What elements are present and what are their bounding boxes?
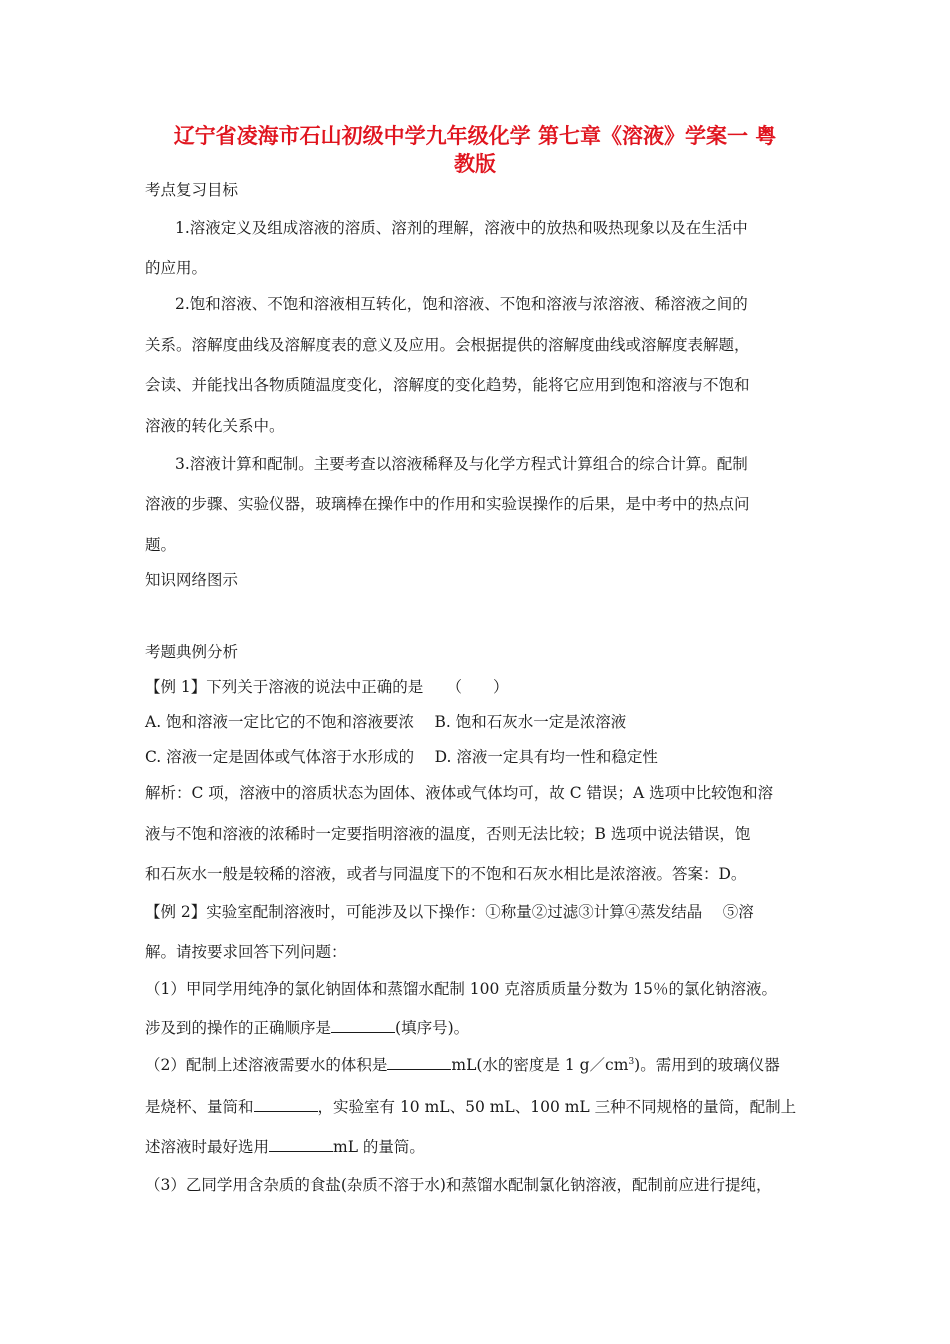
example-2-q2-line-2 [145,1095,825,1117]
q2b-text-before-blank: 是烧杯、量筒和 [145,1098,254,1116]
goal-1-line-2: 的应用。 [145,259,208,277]
answer-blank-q2-instrument[interactable] [254,1097,318,1112]
example-1-analysis-line-3: 和石灰水一般是较稀的溶液，或者与同温度下的不饱和石灰水相比是浓溶液。答案：D。 [145,865,747,883]
q2-text-mid: mL(水的密度是 1 g／cm [451,1056,629,1074]
title-line-2: 教版 [454,151,496,176]
example-2-q1-line-1: （1）甲同学用纯净的氯化钠固体和蒸馏水配制 100 克溶质质量分数为 15％的氯化钠溶液。 [145,980,777,998]
example-2-q3-line-1: （3）乙同学用含杂质的食盐(杂质不溶于水)和蒸馏水配制氯化钠溶液，配制前应进行提纯， [145,1176,772,1194]
goal-2-line-1: 2.饱和溶液、不饱和溶液相互转化，饱和溶液、不饱和溶液与浓溶液、稀溶液之间的 [175,295,748,313]
answer-blank-q2-cylinder[interactable] [269,1137,333,1152]
example-2-q2-line-3 [145,1135,825,1157]
answer-blank-q1[interactable] [331,1018,395,1033]
q2-superscript: 3 [628,1056,635,1067]
q2-text-after: )。需用到的玻璃仪器 [634,1056,780,1074]
example-1-options-ab: A. 饱和溶液一定比它的不饱和溶液要浓 B. 饱和石灰水一定是浓溶液 [145,713,627,731]
document-title [140,122,810,178]
goal-3-line-1: 3.溶液计算和配制。主要考查以溶液稀释及与化学方程式计算组合的综合计算。配制 [175,455,748,473]
example-2-intro-line-1: 【例 2】实验室配制溶液时，可能涉及以下操作：①称量②过滤③计算④蒸发结晶 ⑤溶 [145,903,754,921]
q1-text-after-blank: (填序号)。 [395,1019,470,1037]
goal-3-line-2: 溶液的步骤、实验仪器，玻璃棒在操作中的作用和实验误操作的后果，是中考中的热点问 [145,495,750,513]
example-2-q1-line-2 [145,1016,825,1038]
q2-text-before-blank: （2）配制上述溶液需要水的体积是 [145,1056,388,1074]
goal-2-line-2: 关系。溶解度曲线及溶解度表的意义及应用。会根据提供的溶解度曲线或溶解度表解题， [145,336,750,354]
q2c-text-after-blank: mL 的量筒。 [333,1138,425,1156]
example-1-analysis-line-1: 解析：C 项，溶液中的溶质状态为固体、液体或气体均可，故 C 错误；A 选项中比较饱和溶 [145,784,774,802]
example-2-intro-line-2: 解。请按要求回答下列问题： [145,943,347,961]
goal-2-line-3: 会读、并能找出各物质随温度变化，溶解度的变化趋势，能将它应用到饱和溶液与不饱和 [145,376,750,394]
goal-3-line-3: 题。 [145,536,177,554]
example-1-analysis-line-2: 液与不饱和溶液的浓稀时一定要指明溶液的温度，否则无法比较；B 选项中说法错误，饱 [145,825,751,843]
title-line-1: 辽宁省凌海市石山初级中学九年级化学 第七章《溶液》学案一 粤 [173,123,777,148]
example-1-question: 【例 1】下列关于溶液的说法中正确的是 （ ） [145,678,509,696]
answer-blank-q2-volume[interactable] [387,1055,451,1070]
goal-2-line-4: 溶液的转化关系中。 [145,417,285,435]
section-heading-review-goals: 考点复习目标 [145,181,239,199]
example-2-q2-line-1 [145,1053,825,1075]
q2b-text-after-blank: ，实验室有 10 mL、50 mL、100 mL 三种不同规格的量筒，配制上 [317,1098,797,1116]
q2c-text-before-blank: 述溶液时最好选用 [145,1138,270,1156]
q1-text-before-blank: 涉及到的操作的正确顺序是 [145,1019,332,1037]
example-1-options-cd: C. 溶液一定是固体或气体溶于水形成的 D. 溶液一定具有均一性和稳定性 [145,748,658,766]
section-heading-knowledge-map: 知识网络图示 [145,571,239,589]
section-heading-examples: 考题典例分析 [145,643,239,661]
goal-1-line-1: 1.溶液定义及组成溶液的溶质、溶剂的理解，溶液中的放热和吸热现象以及在生活中 [175,219,748,237]
